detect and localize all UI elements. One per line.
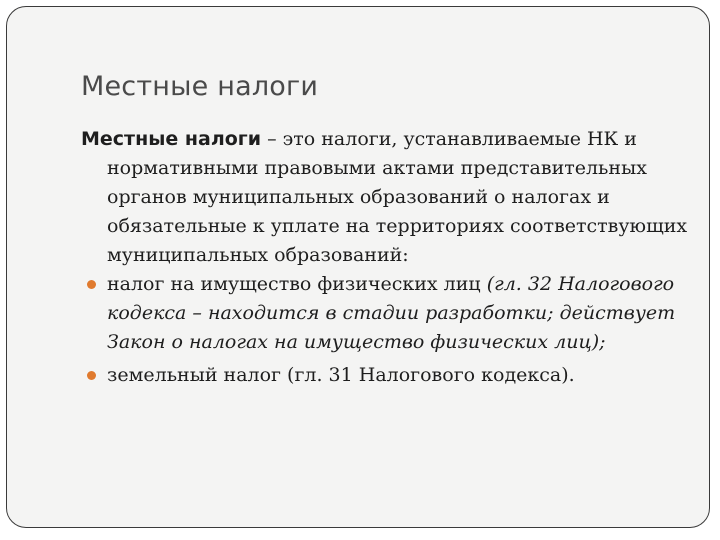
bullet-item-land-tax	[81, 361, 691, 390]
slide-frame	[6, 6, 710, 528]
intro-paragraph	[81, 125, 691, 270]
slide-title: Местные налоги	[81, 71, 319, 102]
bullet-note: (гл. 32 Налогового кодекса – находится в стадии разработки; действует Закон о налогах на имущество физических лиц);	[107, 273, 676, 353]
bullet-item-property-tax	[81, 270, 691, 357]
intro-definition: – это налоги, устанавливаемые НК и нормативными правовыми актами представительных органов муниципальных образований о налогах и обязательные к уплате на территориях соответствующих муниципальных образований:	[107, 128, 688, 266]
bullet-text: земельный налог (гл. 31 Налогового кодекса).	[107, 364, 575, 386]
slide-body	[81, 125, 691, 390]
bullet-dot-icon	[87, 371, 96, 380]
intro-term: Местные налоги	[81, 128, 262, 150]
bullet-dot-icon	[87, 280, 96, 289]
bullet-text: налог на имущество физических лиц	[107, 273, 487, 295]
